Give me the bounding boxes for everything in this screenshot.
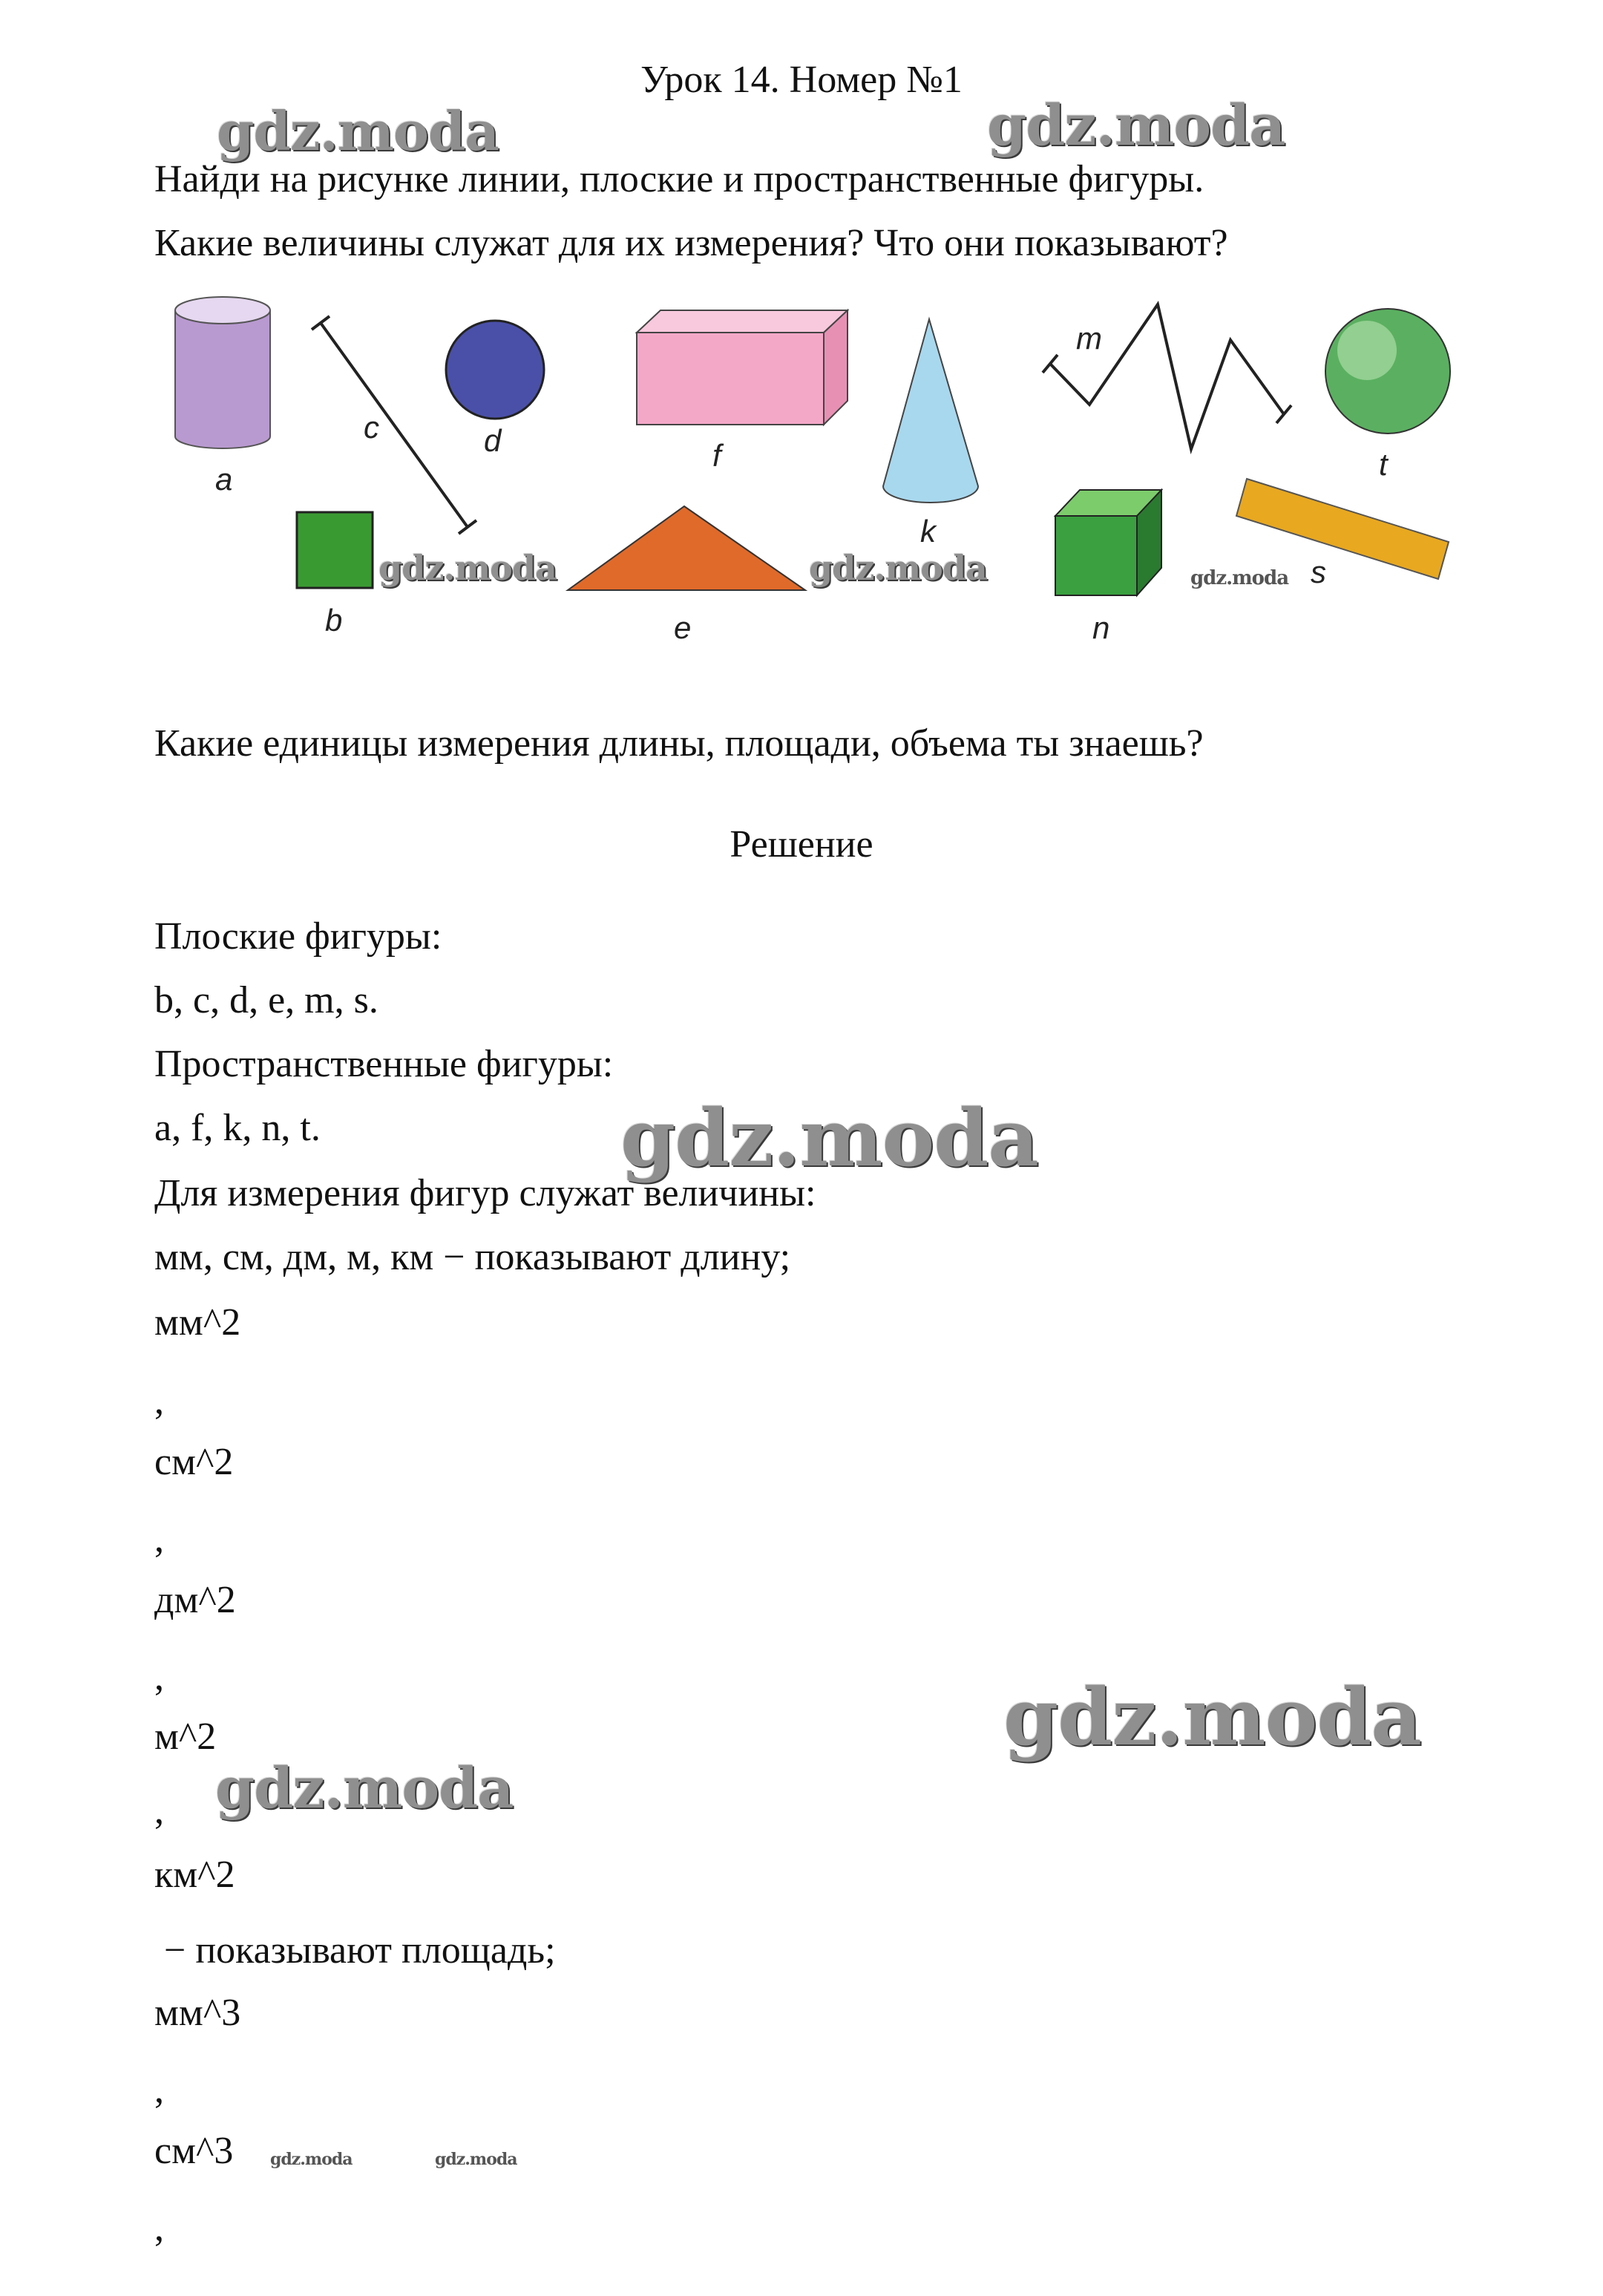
- watermark: gdz.moda: [270, 2150, 353, 2169]
- solution-line: ,: [154, 2069, 164, 2111]
- label-e: e: [674, 610, 692, 645]
- label-d: d: [484, 423, 502, 458]
- watermark: gdz.moda: [987, 92, 1285, 158]
- solution-line: дм^2: [154, 1579, 236, 1621]
- question-line-2: Какие величины служат для их измерения? Что они показывают?: [154, 222, 1228, 264]
- geometric-figures-illustration: [156, 290, 1477, 653]
- solution-line: м^2: [154, 1716, 217, 1758]
- solution-line: Плоские фигуры:: [154, 915, 442, 958]
- solution-line: Для измерения фигур служат величины:: [154, 1172, 816, 1214]
- question-line-3: Какие единицы измерения длины, площади, объема ты знаешь?: [154, 722, 1204, 765]
- label-a: a: [215, 462, 233, 497]
- label-t: t: [1379, 447, 1388, 482]
- label-k: k: [920, 514, 936, 549]
- watermark: gdz.moda: [435, 2150, 517, 2169]
- cube-n: [1055, 490, 1161, 595]
- watermark: gdz.moda: [215, 1755, 514, 1821]
- solution-line: км^2: [154, 1854, 235, 1896]
- watermark: gdz.moda: [217, 99, 499, 163]
- solution-line: мм^2: [154, 1301, 241, 1344]
- solution-line: a, f, k, n, t.: [154, 1107, 321, 1149]
- solution-line: Пространственные фигуры:: [154, 1043, 614, 1085]
- solution-line: ,: [154, 1518, 164, 1560]
- solution-line: см^3: [154, 2130, 234, 2172]
- question-line-1: Найди на рисунке линии, плоские и пространственные фигуры.: [154, 158, 1204, 200]
- cylinder-a: [175, 297, 270, 448]
- solution-line: мм, см, дм, м, км − показывают длину;: [154, 1236, 791, 1278]
- solution-line: ,: [154, 1790, 164, 1832]
- solution-line: b, c, d, e, m, s.: [154, 979, 378, 1021]
- watermark: gdz.moda: [378, 548, 557, 588]
- label-m: m: [1076, 321, 1102, 356]
- label-f: f: [712, 438, 721, 473]
- triangle-e: [568, 506, 805, 590]
- label-c: c: [364, 410, 379, 445]
- solution-line: − показывают площадь;: [154, 1929, 556, 1972]
- square-b: [297, 512, 373, 588]
- cone-k: [883, 319, 978, 503]
- solution-line: мм^3: [154, 1992, 241, 2034]
- solution-line: ,: [154, 1656, 164, 1698]
- watermark: gdz.moda: [1003, 1670, 1421, 1763]
- watermark: gdz.moda: [1190, 567, 1289, 589]
- label-s: s: [1311, 555, 1326, 589]
- watermark: gdz.moda: [620, 1091, 1038, 1184]
- circle-d: [446, 321, 544, 419]
- label-n: n: [1092, 610, 1110, 645]
- watermark: gdz.moda: [809, 548, 987, 588]
- box-f: [637, 310, 848, 425]
- page-title: Урок 14. Номер №1: [640, 59, 963, 101]
- solution-line: ,: [154, 1380, 164, 1422]
- bar-s: [1236, 479, 1449, 579]
- solution-line: см^2: [154, 1441, 234, 1483]
- solution-heading: Решение: [730, 823, 873, 866]
- label-b: b: [325, 603, 343, 638]
- solution-line: ,: [154, 2207, 164, 2249]
